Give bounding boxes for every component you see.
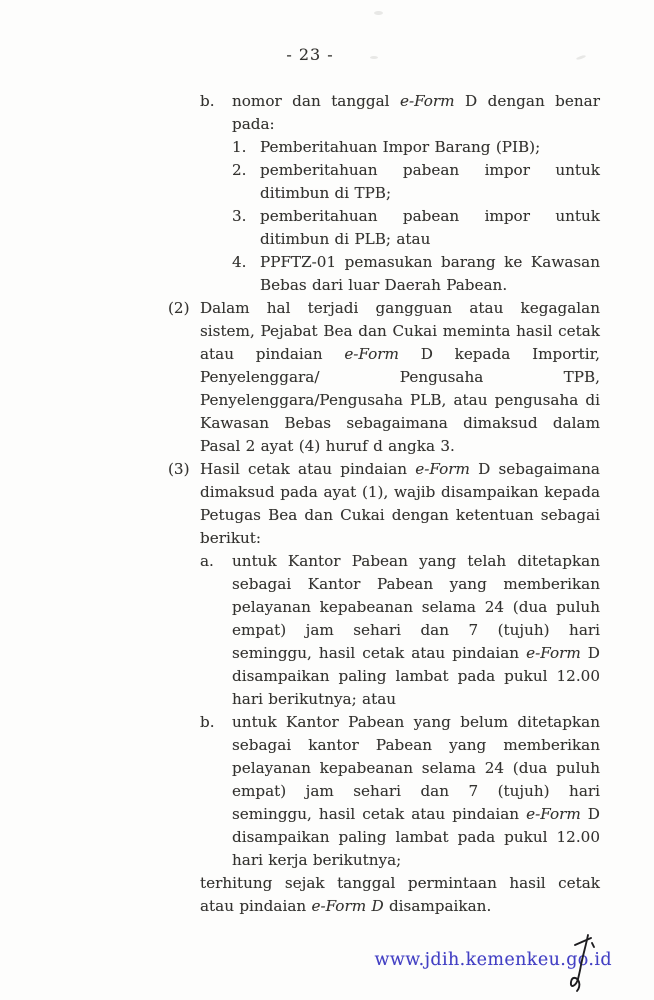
paragraph-ayat-3-label: (3)	[168, 460, 190, 478]
sub-item-a-label: a.	[200, 552, 214, 570]
scan-speck	[370, 56, 378, 59]
sub-item-a	[200, 550, 600, 711]
footer-url-link[interactable]: www.jdih.kemenkeu.go.id	[374, 950, 612, 970]
list-item-4-label: 4.	[232, 253, 247, 271]
paragraph-ayat-2-text: Dalam hal terjadi gangguan atau kegagalan sistem, Pejabat Bea dan Cukai meminta hasil cetak atau pindaian e-Form D kepada Importir, Penyelenggara/ Pengusaha TPB, Penyelenggara/Pengusaha PLB, atau pengusaha di Kawasan Bebas sebagaimana dimaksud dalam Pasal 2 ayat (4) huruf d angka 3.	[200, 299, 600, 455]
sub-item-b	[200, 711, 600, 872]
paragraph-ayat-3	[168, 458, 600, 550]
list-item-1-text: Pemberitahuan Impor Barang (PIB);	[260, 138, 541, 156]
sub-item-b-text: untuk Kantor Pabean yang belum ditetapkan sebagai kantor Pabean yang memberikan pelayanan kepabeanan selama 24 (dua puluh empat) jam sehari dan 7 (tujuh) hari seminggu, hasil cetak atau pindaian e-Form D disampaikan paling lambat pada pukul 12.00 hari kerja berikutnya;	[232, 713, 600, 869]
list-item-b	[200, 90, 600, 136]
list-item-2	[232, 159, 600, 205]
paragraph-ayat-2	[168, 297, 600, 458]
list-item-2-label: 2.	[232, 161, 247, 179]
list-item-4	[232, 251, 600, 297]
list-item-2-text: pemberitahuan pabean impor untuk ditimbun di TPB;	[260, 161, 600, 202]
list-item-3-label: 3.	[232, 207, 247, 225]
paragraph-ayat-2-label: (2)	[168, 299, 190, 317]
list-item-1	[232, 136, 600, 159]
list-item-1-label: 1.	[232, 138, 247, 156]
scan-speck	[374, 11, 383, 15]
sub-item-a-text: untuk Kantor Pabean yang telah ditetapkan sebagai Kantor Pabean yang memberikan pelayanan kepabeanan selama 24 (dua puluh empat) jam sehari dan 7 (tujuh) hari seminggu, hasil cetak atau pindaian e-Form D disampaikan paling lambat pada pukul 12.00 hari berikutnya; atau	[232, 552, 600, 708]
sub-item-b-label: b.	[200, 713, 215, 731]
list-item-3	[232, 205, 600, 251]
page-number: - 23 -	[286, 45, 334, 64]
paragraph-ayat-3-text: Hasil cetak atau pindaian e-Form D sebagaimana dimaksud pada ayat (1), wajib disampaikan kepada Petugas Bea dan Cukai dengan ketentuan sebagai berikut:	[200, 460, 600, 547]
closing-clause: terhitung sejak tanggal permintaan hasil cetak atau pindaian e-Form D disampaikan.	[200, 874, 600, 915]
list-item-4-text: PPFTZ-01 pemasukan barang ke Kawasan Bebas dari luar Daerah Pabean.	[260, 253, 600, 294]
list-item-b-label: b.	[200, 92, 215, 110]
document-body	[168, 90, 600, 918]
list-item-3-text: pemberitahuan pabean impor untuk ditimbun di PLB; atau	[260, 207, 600, 248]
list-item-b-text: nomor dan tanggal e-Form D dengan benar pada:	[232, 92, 600, 133]
